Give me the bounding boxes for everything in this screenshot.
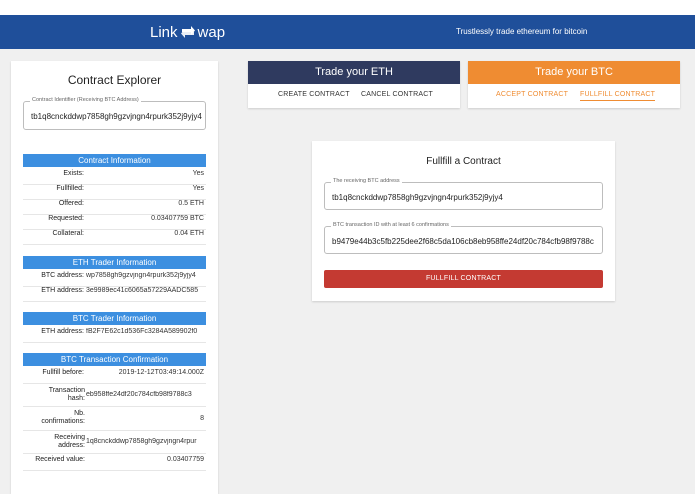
tab-cancel-contract[interactable]: CANCEL CONTRACT	[361, 91, 433, 98]
contract-explorer-panel	[11, 61, 218, 494]
row-value: eb958ffe24df20c784cfb98f9788c3	[86, 391, 192, 398]
contract-information-header: Contract Information	[23, 154, 206, 167]
row-key-line2: confirmations:	[41, 418, 85, 425]
row-nb-confirmations	[23, 407, 206, 431]
row-key	[23, 434, 85, 450]
row-key: Fullfilled:	[56, 185, 84, 192]
row-key: ETH address:	[41, 287, 84, 294]
row-value: Yes	[192, 170, 204, 177]
trade-eth-card	[248, 61, 460, 108]
row-value: 2019-12-12T03:49:14.000Z	[118, 369, 204, 376]
row-key-line2: address:	[58, 442, 85, 449]
row-exists	[23, 170, 206, 185]
app-bar	[0, 15, 695, 49]
tagline: Trustlessly trade ethereum for bitcoin	[456, 27, 588, 36]
trade-eth-title: Trade your ETH	[248, 61, 460, 84]
logo-text-left: Link	[150, 23, 178, 41]
row-value: 8	[200, 415, 204, 422]
contract-identifier-field[interactable]	[23, 97, 206, 130]
row-value: 3e9989ec41c6065a57229AADC585	[86, 287, 199, 294]
row-key: ETH address:	[41, 328, 84, 335]
row-value: 0.03407759 BTC	[151, 215, 204, 222]
row-fullfill-before	[23, 369, 206, 384]
fullfill-contract-button[interactable]: FULLFILL CONTRACT	[324, 270, 603, 288]
row-key-line1: Transaction	[48, 387, 85, 394]
row-key: Exists:	[63, 170, 84, 177]
row-key: Fullfill before:	[42, 369, 84, 376]
logo[interactable]	[150, 23, 225, 41]
row-value: fB2F7E62c1d536Fc3284A589902f0	[86, 328, 198, 335]
tab-fullfill-contract[interactable]: FULLFILL CONTRACT	[580, 91, 655, 101]
btc-transaction-id-label: BTC transaction ID with at least 6 confirmations	[333, 222, 449, 228]
row-value: 1q8cnckddwp7858gh9gzvjngn4rpur	[86, 438, 197, 445]
row-key	[23, 387, 85, 403]
row-value: Yes	[192, 185, 204, 192]
row-btc-trader-eth-address	[23, 328, 206, 343]
explorer-title: Contract Explorer	[67, 73, 162, 87]
row-value: 0.5 ETH	[178, 200, 204, 207]
row-collateral	[23, 230, 206, 245]
receiving-btc-address-label: The receiving BTC address	[333, 178, 400, 184]
tab-accept-contract[interactable]: ACCEPT CONTRACT	[496, 91, 569, 98]
btc-transaction-id-input[interactable]: b9479e44b3c5fb225dee2f68c5da106cb8eb958ffe24df20c784cfb98f9788c	[332, 237, 594, 246]
row-key	[23, 410, 85, 426]
row-key: BTC address:	[41, 272, 84, 279]
row-requested	[23, 215, 206, 230]
fullfill-contract-card	[312, 141, 615, 301]
row-received-value	[23, 456, 206, 471]
btc-transaction-confirmation-header: BTC Transaction Confirmation	[23, 353, 206, 366]
row-key-line1: Nb.	[74, 410, 85, 417]
contract-identifier-label: Contract Identifier (Receiving BTC Address)	[32, 97, 139, 103]
contract-identifier-input[interactable]: tb1q8cnckddwp7858gh9gzvjngn4rpurk352j9yjy4	[31, 112, 202, 121]
row-key: Received value:	[35, 456, 85, 463]
tab-create-contract[interactable]: CREATE CONTRACT	[278, 91, 350, 98]
row-eth-trader-btc-address	[23, 272, 206, 287]
row-value: wp7858gh9gzvjngn4rpurk352j9yjy4	[86, 272, 196, 279]
top-spacer	[0, 0, 695, 15]
row-key: Offered:	[58, 200, 84, 207]
row-transaction-hash	[23, 384, 206, 407]
row-key-line1: Receiving	[54, 434, 85, 441]
btc-transaction-id-field[interactable]	[324, 222, 603, 254]
row-eth-trader-eth-address	[23, 287, 206, 302]
trade-btc-title: Trade your BTC	[468, 61, 680, 84]
row-key-line2: hash:	[67, 395, 85, 402]
row-fullfilled	[23, 185, 206, 200]
row-key: Requested:	[48, 215, 84, 222]
eth-trader-information-header: ETH Trader Information	[23, 256, 206, 269]
row-offered	[23, 200, 206, 215]
row-value: 0.04 ETH	[174, 230, 204, 237]
fullfill-title: Fullfill a Contract	[426, 156, 501, 167]
row-key: Collateral:	[52, 230, 84, 237]
trade-btc-card	[468, 61, 680, 108]
btc-trader-information-header: BTC Trader Information	[23, 312, 206, 325]
receiving-btc-address-input[interactable]: tb1q8cnckddwp7858gh9gzvjngn4rpurk352j9yjy4	[332, 193, 503, 202]
row-receiving-address	[23, 431, 206, 454]
logo-text-right: wap	[197, 23, 226, 41]
receiving-btc-address-field[interactable]	[324, 178, 603, 210]
row-value: 0.03407759	[167, 456, 204, 463]
swap-logo-icon	[179, 23, 197, 41]
